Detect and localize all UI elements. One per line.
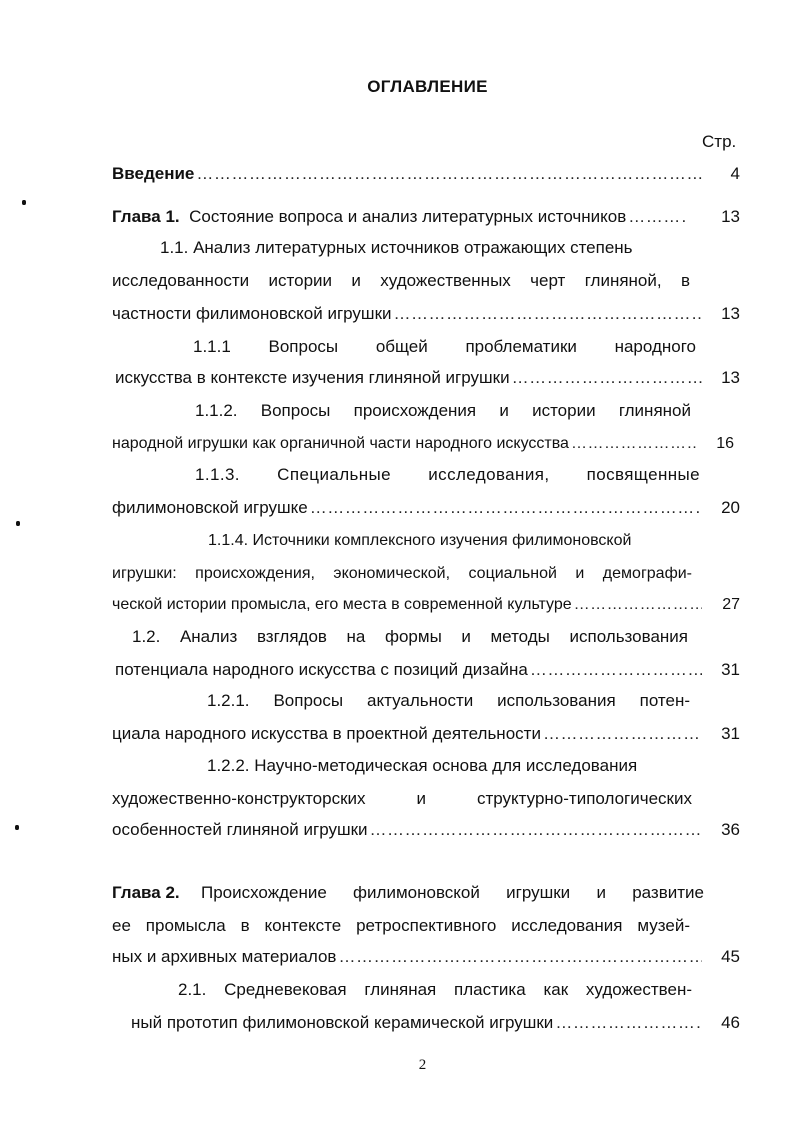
toc-text: 1.2.2. Научно-методическая основа для исследования (207, 756, 638, 775)
toc-page: 31 (721, 724, 740, 743)
toc-entry-1-1-1[interactable] (115, 367, 740, 389)
toc-label: особенностей глиняной игрушки (112, 820, 368, 839)
toc-page: 13 (721, 304, 740, 323)
toc-entry-1-2-1[interactable] (112, 723, 740, 745)
leader-dots (574, 594, 702, 616)
toc-label: потенциала народного искусства с позиций дизайна (115, 660, 528, 679)
toc-page: 13 (721, 207, 740, 226)
page-title: ОГЛАВЛЕНИЕ (367, 77, 488, 96)
toc-label: циала народного искусства в проектной деятельности (112, 724, 541, 743)
toc-page: 45 (721, 947, 740, 966)
toc-text: исследованности истории и художественных черт глиняной, в (112, 271, 690, 290)
toc-entry-1-2[interactable] (115, 659, 740, 681)
leader-dots (555, 1012, 702, 1034)
toc-label: филимоновской игрушке (112, 498, 308, 517)
page-number: 2 (418, 1057, 427, 1073)
leader-dots (543, 723, 702, 745)
leader-dots (530, 659, 702, 681)
toc-label: ный прототип филимоновской керамической игрушки (131, 1013, 554, 1032)
toc-text: ее промысла в контексте ретроспективного исследования музей- (112, 916, 690, 935)
toc-label: Глава 1. Состояние вопроса и анализ литературных источников (112, 207, 627, 226)
toc-entry-2-1[interactable] (131, 1012, 740, 1034)
toc-label: народной игрушки как органичной части народного искусства (112, 435, 569, 452)
leader-dots (196, 163, 702, 185)
leader-dots (628, 206, 686, 228)
leader-dots (512, 367, 702, 389)
toc-text: художественно-конструкторских и структурно-типологических (112, 789, 692, 808)
toc-page: 36 (721, 820, 740, 839)
toc-entry-1-2-2[interactable] (112, 819, 740, 841)
toc-text: 2.1. Средневековая глиняная пластика как художествен- (178, 980, 692, 999)
leader-dots (310, 497, 702, 519)
toc-entry-chapter-2-end[interactable] (112, 946, 740, 968)
toc-text: 1.1.1 Вопросы общей проблематики народного (193, 337, 696, 356)
toc-page: 27 (722, 596, 740, 613)
toc-label: искусства в контексте изучения глиняной игрушки (115, 368, 510, 387)
page-column-label: Стр. (702, 132, 737, 151)
leader-dots (370, 819, 702, 841)
toc-text: Происхождение филимоновской игрушки и развитие (201, 883, 704, 902)
toc-entry-chapter-2[interactable] (112, 882, 704, 904)
toc-label: Введение (112, 164, 195, 183)
toc-entry-1-1-3[interactable] (112, 497, 740, 519)
scan-speck (15, 825, 19, 830)
toc-text: 1.2.1. Вопросы актуальности использования потен- (207, 691, 690, 710)
toc-entry-1-1-4[interactable] (112, 594, 740, 616)
toc-text: 1.1. Анализ литературных источников отражающих степень (160, 238, 633, 257)
leader-dots (394, 303, 702, 325)
toc-label: ческой истории промысла, его места в современной культуре (112, 596, 572, 613)
toc-label: ных и архивных материалов (112, 947, 337, 966)
leader-dots (338, 946, 702, 968)
toc-page: 46 (721, 1013, 740, 1032)
toc-page: 16 (716, 435, 734, 452)
toc-text: игрушки: происхождения, экономической, социальной и демографи- (112, 565, 692, 582)
toc-text: 1.2. Анализ взглядов на формы и методы использования (132, 627, 688, 646)
scan-speck (16, 521, 20, 526)
toc-label: частности филимоновской игрушки (112, 304, 392, 323)
toc-text: 1.1.2. Вопросы происхождения и истории глиняной (195, 401, 691, 420)
toc-entry-chapter-1[interactable] (112, 206, 740, 228)
leader-dots (571, 433, 696, 455)
toc-entry-1-1[interactable] (112, 303, 740, 325)
toc-page: 20 (721, 498, 740, 517)
toc-text: 1.1.4. Источники комплексного изучения филимоновской (208, 532, 632, 549)
toc-label: Глава 2. (112, 883, 180, 902)
toc-text: 1.1.3. Специальные исследования, посвященные (195, 465, 700, 484)
toc-entry-intro[interactable] (112, 163, 740, 185)
toc-entry-1-1-2[interactable] (112, 433, 734, 455)
toc-page: 13 (721, 368, 740, 387)
toc-page: 31 (721, 660, 740, 679)
toc-page: 4 (730, 164, 740, 183)
scan-speck (22, 200, 26, 205)
